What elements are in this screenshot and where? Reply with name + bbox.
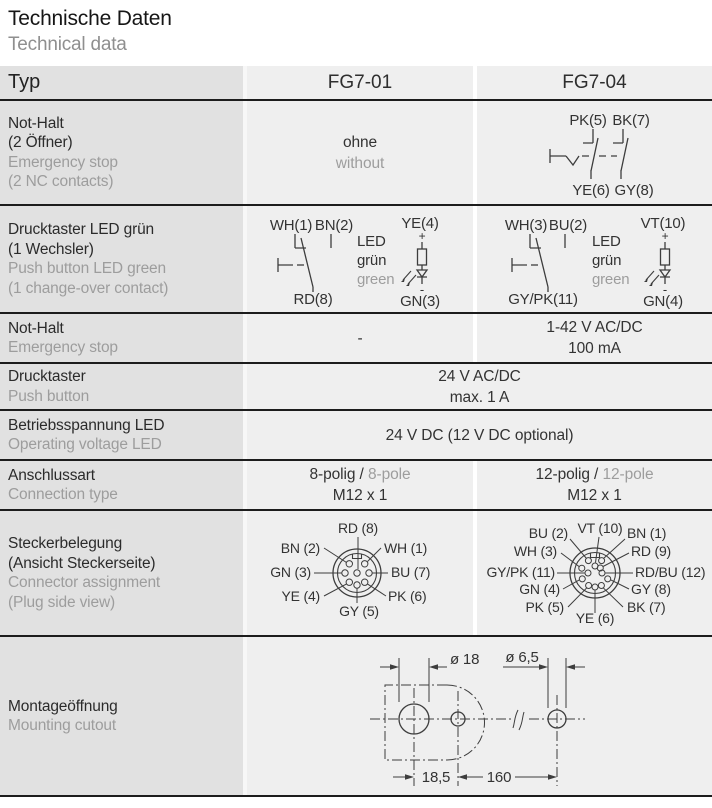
centerlines [370,688,585,786]
header-fg701-label: FG7-01 [327,71,393,93]
led-symbol [401,242,427,286]
pin-label: GY (5) [339,603,379,619]
row-label-cell [0,461,243,509]
row-mounting-cutout [0,637,712,797]
label-en: Push button LED green [8,260,166,277]
value-current: max. 1 A [449,388,510,406]
pin-label: GY (8) [631,581,671,597]
terminal-label: WH(3) [504,217,548,234]
row-label-cell [0,101,243,204]
cell-merged-mounting-drawing [247,637,712,795]
row-estop-rating [0,314,712,364]
pin-leader-lines [314,537,388,603]
terminal-label: GN(3) [400,293,440,310]
label-en: Operating voltage LED [8,436,162,453]
label-en: (2 NC contacts) [8,173,114,190]
label-de: (Ansicht Steckerseite) [8,554,156,572]
page-title-en: Technical data [8,34,127,55]
terminal-label: VT(10) [640,215,686,232]
cell-fg704-estop-rating [477,314,712,362]
pin-label: GN (3) [270,564,311,580]
dim-label: 160 [486,769,512,786]
header-fg704-cell [477,66,712,99]
terminal-label: BK(7) [612,111,650,129]
value-ohne: ohne [342,133,378,151]
header-fg701-cell [247,66,473,99]
label-en: (Plug side view) [8,593,116,611]
header-type-label: Typ [8,71,41,93]
row-label-cell [0,206,243,312]
pin-label: BK (7) [627,599,666,615]
row-led-voltage [0,411,712,461]
poles-en: 12-pole [602,466,654,483]
pin-label: YE (6) [575,610,615,626]
led-text: LED [357,233,386,250]
poles-de: 8-polig / [309,466,364,483]
label-en: (1 change-over contact) [8,279,169,297]
terminal-label: RD(8) [293,291,333,308]
led-text: grün [357,252,387,269]
polarity-plus: + [418,229,426,243]
cell-merged-led-voltage [247,411,712,459]
row-connector-assignment [0,511,712,637]
value-poles [536,464,654,485]
header-type-cell [0,66,243,99]
value-voltage: 1-42 V AC/DC [546,319,643,336]
terminal-label: GN(4) [643,293,683,310]
mounting-cutout-drawing [247,638,712,794]
changeover-contact-symbol [512,234,565,292]
pin-label: RD (8) [337,520,379,536]
polarity-plus: + [661,229,669,243]
changeover-led-diagram [479,207,710,311]
table-header-row [0,66,712,101]
row-pushbutton-rating [0,364,712,411]
cell-fg704-estop-circuit [477,101,712,204]
pin-label: WH (1) [384,540,428,556]
cell-fg701-estop-rating [247,314,473,362]
label-en: Emergency stop [8,153,118,171]
led-symbol [644,242,670,286]
header-fg704-label: FG7-04 [562,71,627,93]
label-de: (2 Öffner) [8,134,73,151]
value-thread: M12 x 1 [332,487,388,504]
connector-12pin-diagram [479,511,710,635]
pin-label: RD/BU (12) [635,564,706,580]
terminal-label: BU(2) [548,217,588,234]
page-title-de: Technische Daten [8,7,172,30]
poles-de: 12-polig / [535,466,599,483]
break-symbol [513,710,524,730]
cell-fg701-connection [247,461,473,509]
label-de: Drucktaster LED grün [8,221,155,238]
changeover-led-diagram [247,207,473,311]
label-de: Drucktaster [8,368,86,385]
pin-label: BU (2) [528,525,568,541]
changeover-contact-symbol [278,234,331,292]
terminal-label: PK(5) [569,111,607,129]
terminal-label: YE(6) [572,181,610,199]
cell-fg701-estop [247,101,473,204]
pin-label: VT (10) [577,520,623,536]
label-de: Steckerbelegung [8,535,123,552]
pin-label: BN (1) [627,525,667,541]
cell-fg704-connection [477,461,712,509]
terminal-label: GY/PK(11) [508,291,578,308]
value-voltage: 24 V AC/DC [438,367,521,385]
row-pushbutton-led [0,206,712,314]
terminal-label: GY(8) [614,181,654,199]
label-de: Montageöffnung [8,697,118,715]
row-connection-type [0,461,712,511]
nc-contact-symbols [550,129,628,179]
pin-label: GY/PK (11) [486,564,555,580]
dimension-160 [458,769,557,786]
led-text: LED [592,233,621,250]
polarity-minus: - [662,282,668,297]
pin-label: BN (2) [280,540,320,556]
cell-fg701-pushbutton-circuit [247,206,473,312]
connector-8pin-diagram [247,511,473,635]
terminal-label: WH(1) [269,217,313,234]
label-en: Connection type [8,486,118,503]
poles-en: 8-pole [367,466,411,483]
label-en: Push button [8,387,90,405]
label-de: Anschlussart [8,466,95,484]
dim-label: 18,5 [421,769,451,786]
cell-fg704-connector [477,511,712,635]
label-en: Mounting cutout [8,717,117,734]
value-thread: M12 x 1 [567,487,622,504]
estop-circuit-diagram [479,103,710,203]
label-en: Emergency stop [8,339,118,356]
value-dash: - [357,329,363,347]
led-text-en: green [357,271,395,288]
cell-fg704-pushbutton-circuit [477,206,712,312]
pin-label: WH (3) [513,543,557,559]
connector-pins [579,558,611,590]
row-label-cell [0,411,243,459]
value-current: 100 mA [568,340,621,357]
cell-fg701-connector [247,511,473,635]
label-de: (1 Wechsler) [8,240,94,258]
led-text-en: green [592,271,630,288]
pin-label: PK (6) [388,588,427,604]
row-label-cell [0,637,243,795]
label-de: Betriebsspannung LED [8,416,165,434]
terminal-label: YE(4) [401,215,439,232]
pin-label: YE (4) [281,588,320,604]
pin-label: RD (9) [631,543,672,559]
label-de: Not-Halt [8,319,64,337]
pin-label: PK (5) [525,599,564,615]
dimension-d65 [503,649,585,708]
row-label-cell [0,314,243,362]
value-voltage: 24 V DC (12 V DC optional) [385,426,574,444]
row-label-cell [0,364,243,409]
label-de: Not-Halt [8,114,64,132]
dim-label: ø 18 [450,651,480,668]
dimension-185 [393,769,450,786]
led-text: grün [592,252,622,269]
cell-merged-pushbutton-rating [247,364,712,409]
label-en: Connector assignment [8,574,161,591]
row-estop-contacts [0,101,712,206]
terminal-label: BN(2) [314,217,354,234]
dim-label: ø 6,5 [505,649,539,666]
pin-label: GN (4) [519,581,560,597]
value-without: without [335,154,385,172]
polarity-minus: - [419,282,425,297]
page-header [0,0,712,66]
pin-label: BU (7) [391,564,431,580]
value-poles [310,464,411,485]
dimension-d18 [380,651,479,702]
row-label-cell [0,511,243,635]
